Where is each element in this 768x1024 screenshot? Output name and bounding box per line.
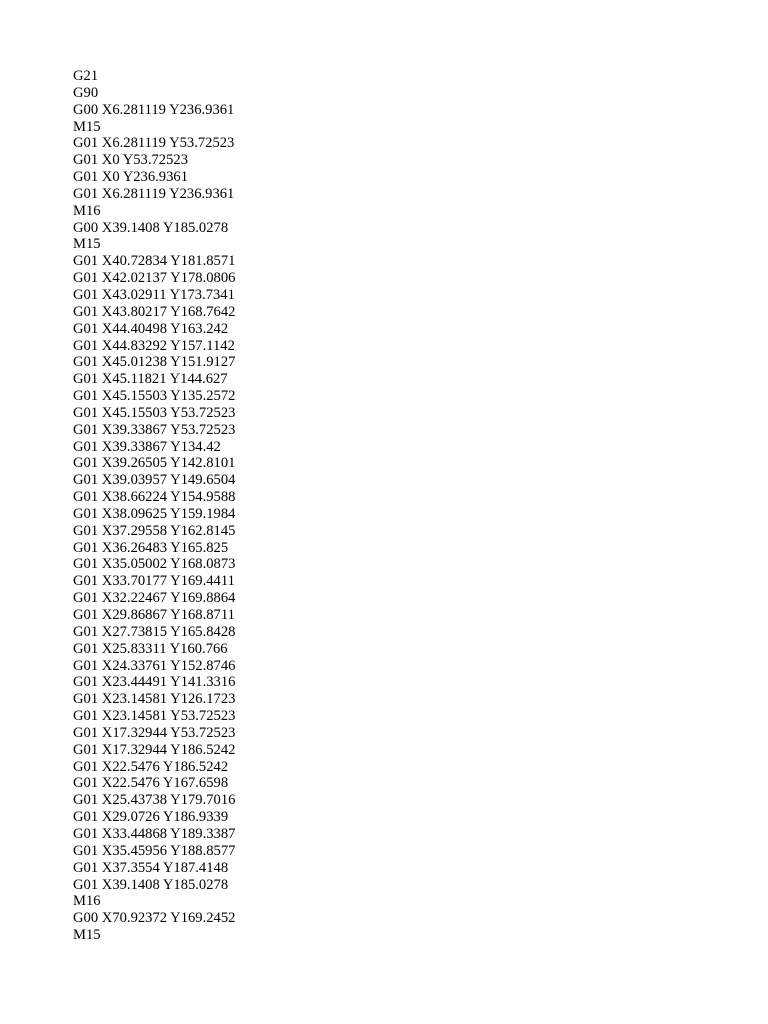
gcode-line: G01 X45.15503 Y53.72523 bbox=[73, 404, 236, 421]
gcode-line: G01 X43.02911 Y173.7341 bbox=[73, 286, 235, 303]
gcode-line: G01 X22.5476 Y167.6598 bbox=[73, 775, 229, 792]
gcode-line: G01 X39.1408 Y185.0278 bbox=[73, 876, 229, 893]
gcode-line: G01 X43.80217 Y168.7642 bbox=[73, 303, 236, 320]
gcode-line: G01 X45.15503 Y135.2572 bbox=[73, 388, 236, 405]
gcode-line: G01 X39.33867 Y134.42 bbox=[73, 438, 221, 455]
gcode-line: G01 X39.26505 Y142.8101 bbox=[73, 455, 236, 472]
gcode-line: G01 X32.22467 Y169.8864 bbox=[73, 590, 236, 607]
gcode-line: M15 bbox=[73, 927, 101, 944]
gcode-line: G01 X29.86867 Y168.8711 bbox=[73, 607, 235, 623]
gcode-line: G01 X35.05002 Y168.0873 bbox=[73, 556, 236, 573]
gcode-line: G01 X23.14581 Y126.1723 bbox=[73, 691, 236, 708]
gcode-line: G01 X39.03957 Y149.6504 bbox=[73, 472, 236, 489]
gcode-line: G00 X70.92372 Y169.2452 bbox=[73, 910, 236, 927]
gcode-line: G00 X39.1408 Y185.0278 bbox=[73, 219, 229, 236]
gcode-line: G01 X0 Y236.9361 bbox=[73, 169, 188, 186]
gcode-line: G01 X44.40498 Y163.242 bbox=[73, 320, 229, 337]
gcode-line: G01 X38.09625 Y159.1984 bbox=[73, 505, 236, 522]
gcode-line: G01 X40.72834 Y181.8571 bbox=[73, 253, 236, 270]
gcode-line: G01 X6.281119 Y53.72523 bbox=[73, 135, 235, 152]
gcode-line: G00 X6.281119 Y236.9361 bbox=[73, 101, 235, 118]
gcode-line: G01 X24.33761 Y152.8746 bbox=[73, 657, 236, 674]
gcode-line: M16 bbox=[73, 202, 101, 219]
document-page bbox=[73, 68, 713, 944]
gcode-line: G01 X38.66224 Y154.9588 bbox=[73, 489, 236, 506]
gcode-line: G01 X45.11821 Y144.627 bbox=[73, 371, 228, 388]
gcode-line: G01 X0 Y53.72523 bbox=[73, 152, 188, 169]
gcode-line: G21 bbox=[73, 68, 99, 84]
gcode-line: G01 X17.32944 Y53.72523 bbox=[73, 724, 236, 741]
gcode-line: G01 X22.5476 Y186.5242 bbox=[73, 758, 229, 775]
gcode-line: G01 X25.83311 Y160.766 bbox=[73, 640, 228, 657]
gcode-line: G01 X35.45956 Y188.8577 bbox=[73, 842, 236, 859]
gcode-line: G01 X29.0726 Y186.9339 bbox=[73, 809, 229, 826]
gcode-line: G01 X27.73815 Y165.8428 bbox=[73, 623, 236, 640]
gcode-line: M16 bbox=[73, 893, 101, 910]
gcode-line: G01 X42.02137 Y178.0806 bbox=[73, 270, 236, 287]
gcode-line: G01 X23.14581 Y53.72523 bbox=[73, 708, 236, 725]
gcode-line: G01 X25.43738 Y179.7016 bbox=[73, 792, 236, 809]
gcode-line: G90 bbox=[73, 84, 99, 101]
gcode-line: G01 X37.3554 Y187.4148 bbox=[73, 859, 229, 876]
gcode-line: M15 bbox=[73, 118, 101, 135]
gcode-line: M15 bbox=[73, 236, 101, 253]
gcode-line: G01 X36.26483 Y165.825 bbox=[73, 539, 229, 556]
gcode-line: G01 X23.44491 Y141.3316 bbox=[73, 674, 236, 691]
gcode-line: G01 X37.29558 Y162.8145 bbox=[73, 522, 236, 539]
gcode-line: G01 X45.01238 Y151.9127 bbox=[73, 354, 236, 371]
gcode-line: G01 X33.44868 Y189.3387 bbox=[73, 825, 236, 842]
gcode-line: G01 X44.83292 Y157.1142 bbox=[73, 337, 235, 354]
gcode-line: G01 X6.281119 Y236.9361 bbox=[73, 185, 235, 202]
gcode-line: G01 X39.33867 Y53.72523 bbox=[73, 421, 236, 438]
gcode-line: G01 X17.32944 Y186.5242 bbox=[73, 741, 236, 758]
gcode-line: G01 X33.70177 Y169.4411 bbox=[73, 573, 235, 590]
